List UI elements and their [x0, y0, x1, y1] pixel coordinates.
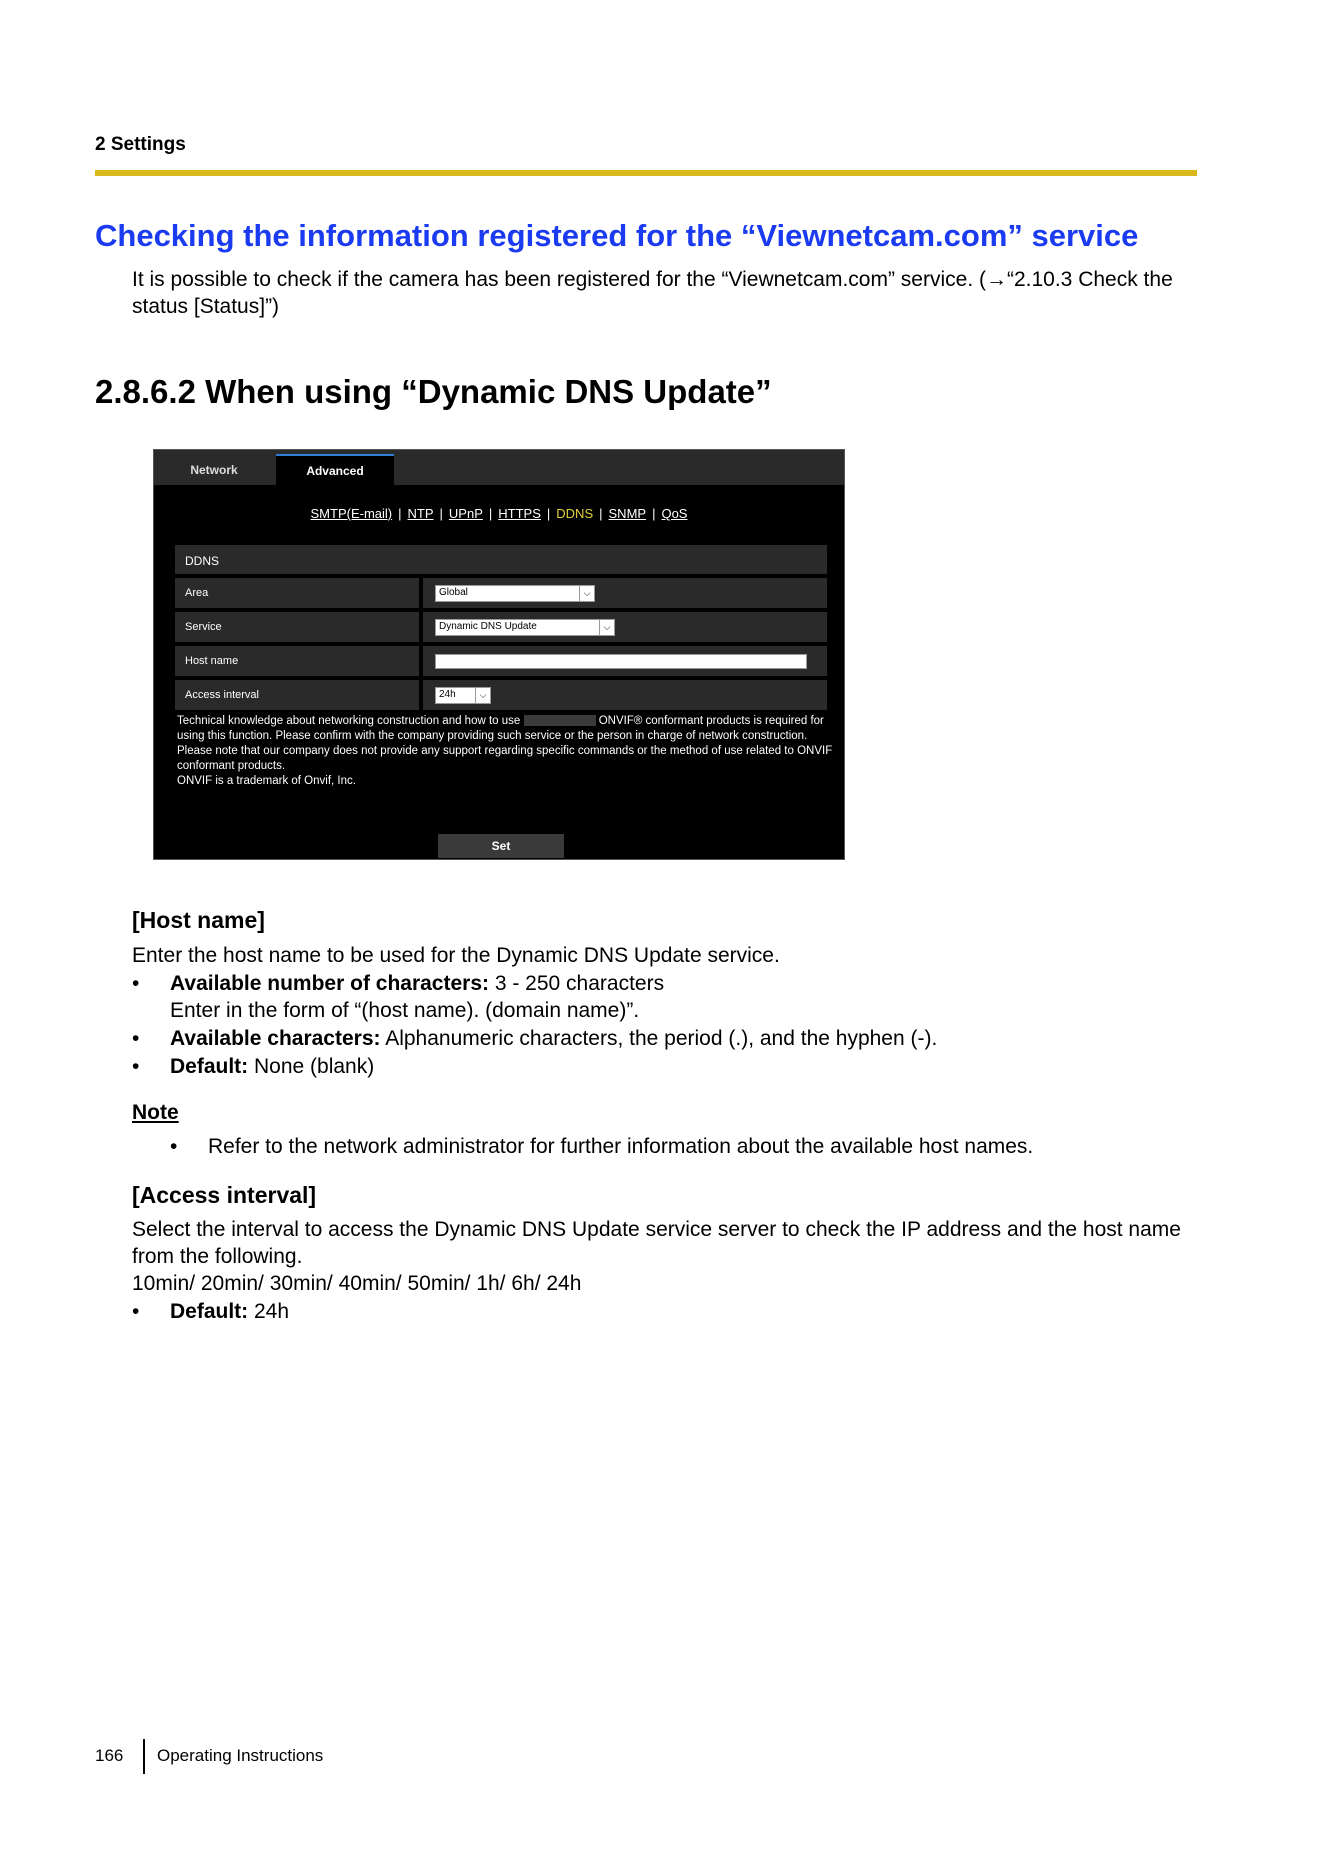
submenu-https[interactable]: HTTPS	[498, 506, 541, 521]
area-label: Area	[175, 578, 419, 608]
row-area	[175, 578, 827, 608]
footer-title: Operating Instructions	[157, 1746, 324, 1765]
access-interval-intro: Select the interval to access the Dynamic DNS Update service server to check the IP address and the host name from the following.	[132, 1218, 1181, 1268]
chevron-down-icon: ⌵	[579, 586, 594, 601]
access-interval-default-bullet: • Default: 24h	[132, 1300, 290, 1323]
submenu-smtp[interactable]: SMTP(E-mail)	[310, 506, 393, 521]
set-button[interactable]: Set	[438, 834, 564, 858]
row-access-interval	[175, 680, 827, 710]
host-name-label: Host name	[175, 646, 419, 676]
chevron-down-icon: ⌵	[475, 688, 490, 703]
host-name-chars-note: Enter in the form of “(host name). (domain name)”.	[170, 999, 640, 1022]
page-number: 166	[95, 1746, 124, 1765]
host-name-intro: Enter the host name to be used for the Dynamic DNS Update service.	[132, 944, 780, 967]
host-name-input[interactable]	[435, 654, 807, 669]
tab-advanced[interactable]: Advanced	[276, 454, 394, 485]
host-name-default-bullet: • Default: None (blank)	[132, 1055, 375, 1078]
note-item: • Refer to the network administrator for further information about the available host names.	[170, 1135, 1034, 1158]
area-select[interactable]: Global ⌵	[435, 585, 595, 602]
submenu-upnp[interactable]: UPnP	[448, 506, 483, 521]
service-select[interactable]: Dynamic DNS Update ⌵	[435, 619, 615, 636]
header-rule	[95, 170, 1197, 176]
tab-network[interactable]: Network	[154, 454, 274, 485]
access-interval-label: Access interval	[175, 680, 419, 710]
service-label: Service	[175, 612, 419, 642]
submenu-ntp[interactable]: NTP	[407, 506, 434, 521]
submenu-ddns[interactable]: DDNS	[556, 506, 594, 521]
row-service	[175, 612, 827, 642]
access-interval-select[interactable]: 24h ⌵	[435, 687, 491, 704]
footer-divider	[143, 1739, 145, 1774]
host-name-allowed-bullet: • Available characters: Alphanumeric characters, the period (.), and the hyphen (-).	[132, 1027, 938, 1050]
ddns-panel-title: DDNS	[175, 545, 827, 574]
note-label: Note	[132, 1101, 179, 1124]
settings-screenshot	[153, 449, 845, 860]
tab-bar	[154, 450, 844, 485]
subsection-title: 2.8.6.2 When using “Dynamic DNS Update”	[95, 373, 772, 410]
access-interval-heading: [Access interval]	[132, 1182, 317, 1208]
section-body: It is possible to check if the camera has been registered for the “Viewnetcam.com” service. (→“2.10.3 Check the status [Status]”)	[132, 268, 1173, 318]
row-host-name	[175, 646, 827, 676]
submenu-snmp[interactable]: SNMP	[608, 506, 647, 521]
submenu-qos[interactable]: QoS	[661, 506, 688, 521]
chevron-down-icon: ⌵	[599, 620, 614, 635]
access-interval-options: 10min/ 20min/ 30min/ 40min/ 50min/ 1h/ 6h/ 24h	[132, 1272, 582, 1295]
host-name-chars-bullet: • Available number of characters: 3 - 250 characters Enter in the form of “(host name). (domain name)”.	[132, 972, 665, 1022]
chapter-label: 2 Settings	[95, 134, 186, 155]
submenu: SMTP(E-mail) | NTP | UPnP | HTTPS | DDNS | SNMP | QoS	[310, 506, 688, 521]
notice-text: Technical knowledge about networking construction and how to use ONVIF® conformant products is required for using this function. Please confirm with the company providing such service or the person in charge of network construction. Please note that our company does not provide any support regarding specific commands or the method of use related to ONVIF conformant products. ONVIF is a trademark of Onvif, Inc.	[177, 715, 833, 787]
redacted-text	[524, 715, 596, 726]
section-title: Checking the information registered for the “Viewnetcam.com” service	[95, 218, 1139, 253]
host-name-heading: [Host name]	[132, 907, 265, 933]
